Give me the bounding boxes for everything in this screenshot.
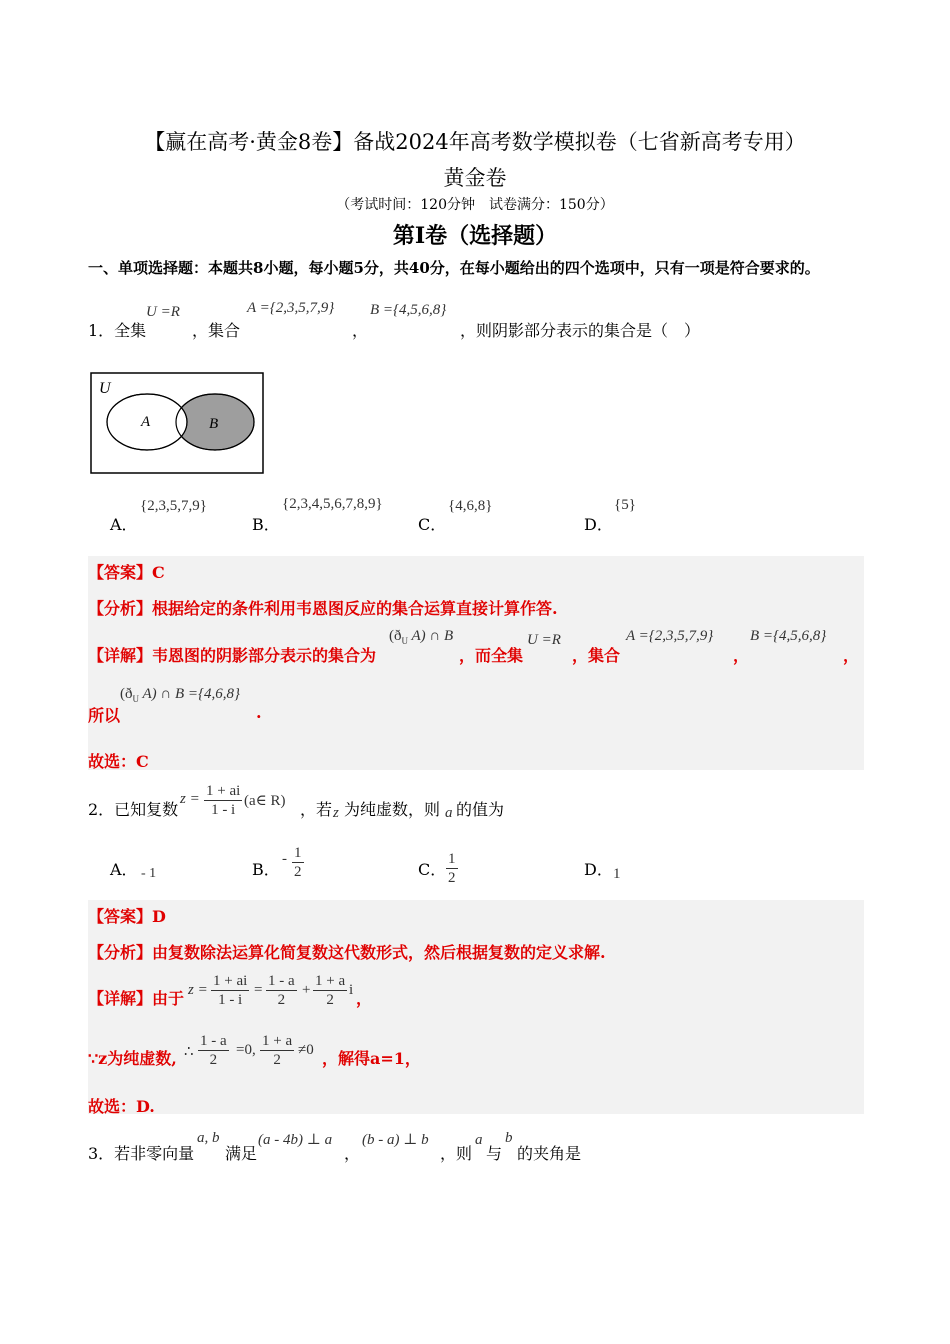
q2-answer: 【答案】D — [88, 907, 166, 926]
q2-condition: (a∈ R) — [244, 793, 286, 809]
q1-option-a-value[interactable]: {2,3,5,7,9} — [140, 498, 207, 514]
q2-detail-fraction-1: $\frac{1 + ai}{1 - i}$ — [213, 973, 248, 1008]
q2-option-c-fraction[interactable]: $\frac{1}{2}$ — [448, 851, 456, 886]
q1-universal-set: U =R — [146, 304, 180, 320]
q1-option-c-value[interactable]: {4,6,8} — [448, 498, 493, 514]
q3-text-6: 的夹角是 — [517, 1144, 582, 1163]
q2-solution-box — [88, 900, 864, 1114]
q2-option-b-label[interactable]: B． — [252, 860, 280, 879]
q1-set-a: A ={2,3,5,7,9} — [247, 300, 335, 316]
q2-option-a-label[interactable]: A． — [110, 860, 138, 879]
q2-option-a-value[interactable]: - 1 — [141, 866, 157, 881]
q2-a-var: a — [445, 805, 453, 821]
q2-text-4: 的值为 — [456, 800, 505, 819]
q1-set-b: B ={4,5,6,8} — [370, 302, 447, 318]
q1-option-c-label[interactable]: C． — [418, 515, 447, 534]
q1-analysis: 【分析】根据给定的条件利用韦恩图反应的集合运算直接计算作答. — [88, 599, 558, 618]
q1-detail-label: 【详解】韦恩图的阴影部分表示的集合为 — [88, 646, 377, 665]
q2-detail-fraction-2: $\frac{1 - a}{2}$ — [268, 973, 295, 1008]
venn-label-u: U — [99, 380, 111, 397]
q1-text-3: ， — [352, 321, 369, 340]
q2-because-eq0: =0, — [236, 1042, 256, 1058]
q1-text-2: ，集合 — [192, 321, 241, 340]
q2-detail-i: i — [349, 982, 354, 998]
q1-option-a-label[interactable]: A． — [110, 515, 138, 534]
venn-label-b: B — [209, 416, 219, 432]
q1-detail-text-b: ，而全集 — [459, 646, 524, 665]
paper-subtitle: 黄金卷 — [443, 166, 507, 190]
section-heading: 一、单项选择题：本题共8小题，每小题5分，共40分，在每小题给出的四个选项中，只有一项是符合要求的。 — [88, 259, 820, 277]
exam-info: （考试时间：120分钟 试卷满分：150分） — [336, 197, 614, 213]
q2-detail-label: 【详解】由于 — [88, 989, 185, 1008]
q3-vectors: a, b — [197, 1130, 220, 1146]
q1-text-4: ，则阴影部分表示的集合是（ ） — [460, 321, 701, 340]
q2-because-fraction-1: $\frac{1 - a}{2}$ — [200, 1033, 227, 1068]
q1-detail-text-e: ， — [843, 646, 860, 665]
q1-detail-universal: U =R — [527, 632, 561, 648]
q2-analysis: 【分析】由复数除法运算化简复数这代数形式，然后根据复数的定义求解. — [88, 943, 606, 962]
q2-because: ∵z为纯虚数, — [88, 1049, 177, 1068]
q2-fraction: $\frac{1 + ai}{1 - i}$ — [206, 783, 241, 818]
q1-detail-set-a: A ={2,3,5,7,9} — [626, 628, 714, 644]
q3-condition-1: (a - 4b) ⊥ a — [258, 1132, 333, 1148]
q3-number: 3．若非零向量 — [88, 1144, 195, 1163]
q2-option-b-sign[interactable]: - — [282, 851, 287, 867]
q2-detail-plus: + — [302, 982, 311, 998]
q2-option-b-fraction[interactable]: $\frac{1}{2}$ — [294, 845, 302, 880]
q1-so-end: . — [256, 703, 262, 722]
q2-detail-z: z = — [188, 982, 208, 998]
q2-text-2: ，若 — [300, 800, 333, 819]
q3-vector-b: b — [505, 1130, 513, 1146]
q1-so: 所以 — [88, 706, 121, 725]
q1-choice: 故选：C — [88, 752, 149, 771]
q2-option-d-label[interactable]: D． — [584, 860, 613, 879]
q3-text-3: ， — [344, 1144, 361, 1163]
q2-option-d-value[interactable]: 1 — [613, 866, 621, 882]
q1-answer: 【答案】C — [88, 563, 165, 582]
q2-z: z = — [180, 791, 200, 807]
q2-solve: ，解得a=1， — [322, 1049, 421, 1068]
q2-number: 2．已知复数 — [88, 800, 179, 819]
q2-option-c-label[interactable]: C． — [418, 860, 447, 879]
q1-option-b-label[interactable]: B． — [252, 515, 280, 534]
q3-condition-2: (b - a) ⊥ b — [362, 1132, 429, 1148]
q2-because-fraction-2: $\frac{1 + a}{2}$ — [262, 1033, 293, 1068]
q1-option-d-label[interactable]: D． — [584, 515, 613, 534]
venn-diagram — [90, 372, 266, 476]
q1-option-d-value[interactable]: {5} — [614, 497, 636, 513]
q2-detail-end: ， — [356, 989, 373, 1008]
venn-label-a: A — [141, 414, 151, 430]
q1-so-expression: ($ð_U$ A) ∩ B ={4,6,8} — [120, 686, 241, 704]
q2-choice: 故选：D. — [88, 1097, 155, 1116]
q2-because-ne0: ≠0 — [298, 1042, 314, 1058]
q2-z-var: z — [333, 805, 339, 821]
q3-text-5: 与 — [486, 1144, 503, 1163]
q3-text-2: 满足 — [225, 1144, 258, 1163]
q2-detail-equals: = — [254, 982, 263, 998]
q2-detail-fraction-3: $\frac{1 + a}{2}$ — [315, 973, 346, 1008]
q2-therefore: ∴ — [184, 1044, 194, 1060]
q2-text-3: 为纯虚数，则 — [344, 800, 441, 819]
q3-vector-a: a — [475, 1132, 483, 1148]
volume-heading: 第I卷（选择题） — [392, 223, 558, 249]
q1-detail-set-b: B ={4,5,6,8} — [750, 628, 827, 644]
q1-detail-text-d: ， — [733, 646, 750, 665]
q1-option-b-value[interactable]: {2,3,4,5,6,7,8,9} — [282, 496, 383, 512]
q1-number: 1．全集 — [88, 321, 147, 340]
q3-text-4: ，则 — [440, 1144, 473, 1163]
q1-detail-expression: ($ð_U$ A) ∩ B — [389, 628, 454, 646]
q1-detail-text-c: ，集合 — [572, 646, 621, 665]
paper-title: 【赢在高考·黄金8卷】备战2024年高考数学模拟卷（七省新高考专用） — [144, 130, 806, 154]
